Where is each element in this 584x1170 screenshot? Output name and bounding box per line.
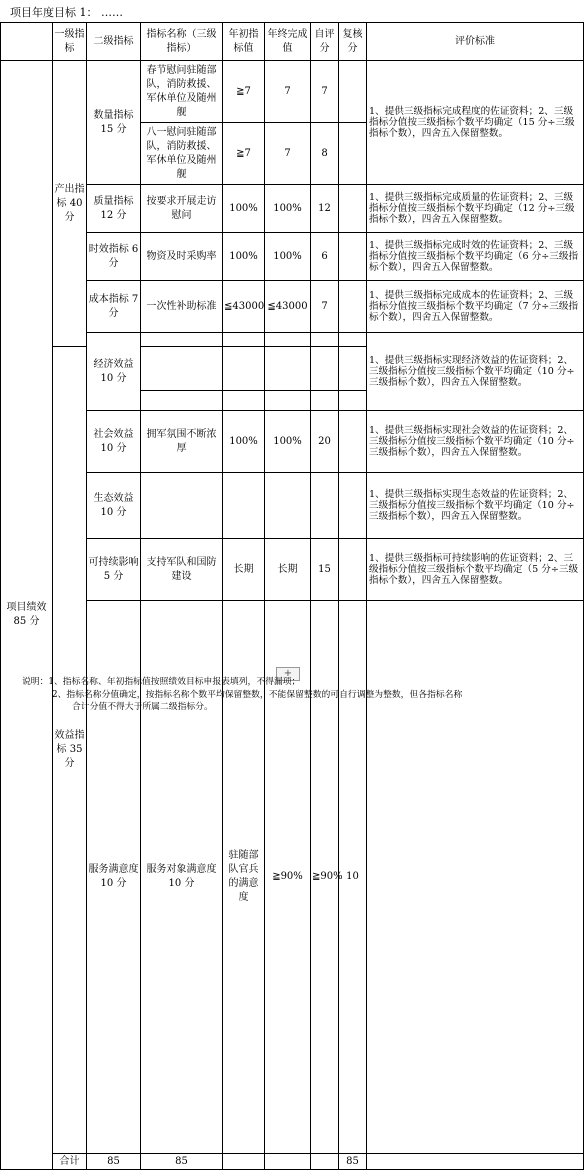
criteria-text: 1、提供三级指标完成成本的佐证资料；2、三级指标分值按三级指标个数平均确定（7 分÷三级指标个数），四舍五入保留整数。 [367, 281, 584, 333]
total-level1: 85 [87, 1154, 141, 1170]
add-row-tab[interactable]: + [276, 667, 300, 681]
self-score: 7 [311, 61, 339, 123]
criteria-text: 1、提供三级指标完成时效的佐证资料；2、三级指标分值按三级指标个数平均确定（6 分÷三级指标个数），四舍五入保留整数。 [367, 233, 584, 281]
total-label: 合计 [53, 1154, 87, 1170]
social-benefit-label: 社会效益 10 分 [87, 411, 141, 473]
table-row [1, 411, 584, 473]
final-value: 100% [265, 411, 311, 473]
service-satisfaction-label: 服务对象满意度 10 分 [141, 601, 223, 1154]
review-score [339, 281, 367, 333]
final-value: 7 [265, 61, 311, 123]
final-value: 100% [265, 233, 311, 281]
benefit-indicator-label: 效益指标 35 分 [53, 347, 87, 1154]
review-score [339, 233, 367, 281]
table-row [1, 473, 584, 539]
page-title: 项目年度目标 1： …… [10, 6, 123, 19]
table-row [1, 61, 584, 123]
header-level1: 一级指标 [53, 23, 87, 61]
total-level2: 85 [141, 1154, 223, 1170]
indicator-name: 一次性补助标准 [141, 281, 223, 333]
header-review-score: 复核分 [339, 23, 367, 61]
criteria-text: 1、提供三级指标可持续影响的佐证资料；2、三级指标分值按三级指标个数平均确定（5 分÷三级指标个数），四舍五入保留整数。 [367, 539, 584, 601]
header-blank [1, 23, 53, 61]
self-score: 8 [311, 123, 339, 185]
initial-value: ≧90% [265, 601, 311, 1154]
table-row [1, 539, 584, 601]
review-score [339, 61, 367, 123]
initial-value: 100% [223, 185, 265, 233]
note-1: 说明：1、指标名称、年初指标值按照绩效目标申报表填列，不得漏项； [22, 677, 301, 687]
evaluation-table [0, 22, 584, 1170]
project-performance-label: 项目绩效 85 分 [1, 61, 53, 1170]
note-3: 合计分值不得大于所属二级指标分。 [72, 702, 213, 712]
initial-value: ≧7 [223, 61, 265, 123]
table-row [1, 233, 584, 281]
quantity-indicator-label: 数量指标 15 分 [87, 61, 141, 185]
notes [22, 676, 582, 714]
header-level2: 二级指标 [87, 23, 141, 61]
table-row [1, 333, 584, 347]
sustainable-impact-label: 可持续影响 5 分 [87, 539, 141, 601]
initial-value: ≧7 [223, 123, 265, 185]
satisfaction-indicator-label: 服务满意度 10 分 [87, 601, 141, 1154]
initial-value: ≦43000 [223, 281, 265, 333]
indicator-name: 驻随部队官兵的满意度 [223, 601, 265, 1154]
self-score: 15 [311, 539, 339, 601]
header-annual-initial: 年初指标值 [223, 23, 265, 61]
indicator-name: 按要求开展走访慰问 [141, 185, 223, 233]
header-row [1, 23, 584, 61]
self-score: 10 [339, 601, 367, 1154]
table-row [1, 185, 584, 233]
economic-benefit-label: 经济效益 10 分 [87, 333, 141, 411]
initial-value: 100% [223, 233, 265, 281]
review-score [339, 123, 367, 185]
criteria-text: 1、提供三级指标实现经济效益的佐证资料；2、三级指标分值按三级指标个数平均确定（10 分÷三级指标个数），四舍五入保留整数。 [367, 333, 584, 411]
final-value: 7 [265, 123, 311, 185]
criteria-text: 1、提供三级指标完成质量的佐证资料；2、三级指标分值按三级指标个数平均确定（12 分÷三级指标个数），四舍五入保留整数。 [367, 185, 584, 233]
header-self-score: 自评分 [311, 23, 339, 61]
cost-indicator-label: 成本指标 7 分 [87, 281, 141, 333]
table-row [1, 281, 584, 333]
note-2: 2、指标名称分值确定，按指标名称个数平均保留整数，不能保留整数的可自行调整为整数，但各指标名称 [52, 689, 463, 700]
criteria-text: 1、提供三级指标完成程度的佐证资料；2、三级指标分值按三级指标个数平均确定（15 分÷三级指标个数），四舍五入保留整数。 [367, 61, 584, 185]
self-score: 6 [311, 233, 339, 281]
criteria-text: 1、提供三级指标实现生态效益的佐证资料；2、三级指标分值按三级指标个数平均确定（10 分÷三级指标个数），四舍五入保留整数。 [367, 473, 584, 539]
self-score: 12 [311, 185, 339, 233]
header-annual-final: 年终完成值 [265, 23, 311, 61]
total-score: 85 [339, 1154, 367, 1170]
indicator-name: 支持军队和国防建设 [141, 539, 223, 601]
review-score [339, 185, 367, 233]
indicator-name: 物资及时采购率 [141, 233, 223, 281]
self-score: 7 [311, 281, 339, 333]
self-score: 20 [311, 411, 339, 473]
header-indicator-name: 指标名称（三级指标） [141, 23, 223, 61]
initial-value: 长期 [223, 539, 265, 601]
criteria-text: 1、提供三级指标实现社会效益的佐证资料；2、三级指标分值按三级指标个数平均确定（10 分÷三级指标个数），四舍五入保留整数。 [367, 411, 584, 473]
final-value: 长期 [265, 539, 311, 601]
header-criteria: 评价标准 [367, 23, 584, 61]
final-value: ≧90% [311, 601, 339, 1154]
final-value: 100% [265, 185, 311, 233]
indicator-name: 春节慰问驻随部队，消防救援、军休单位及随州舰 [141, 61, 223, 123]
quality-indicator-label: 质量指标 12 分 [87, 185, 141, 233]
review-score [339, 539, 367, 601]
final-value: ≦43000 [265, 281, 311, 333]
initial-value: 100% [223, 411, 265, 473]
ecological-benefit-label: 生态效益 10 分 [87, 473, 141, 539]
output-indicator-label: 产出指标 40 分 [53, 61, 87, 347]
timeliness-indicator-label: 时效指标 6 分 [87, 233, 141, 281]
indicator-name: 拥军氛围不断浓厚 [141, 411, 223, 473]
total-row [1, 1154, 584, 1170]
review-score [339, 411, 367, 473]
indicator-name: 八一慰问驻随部队，消防救援、军休单位及随州舰 [141, 123, 223, 185]
